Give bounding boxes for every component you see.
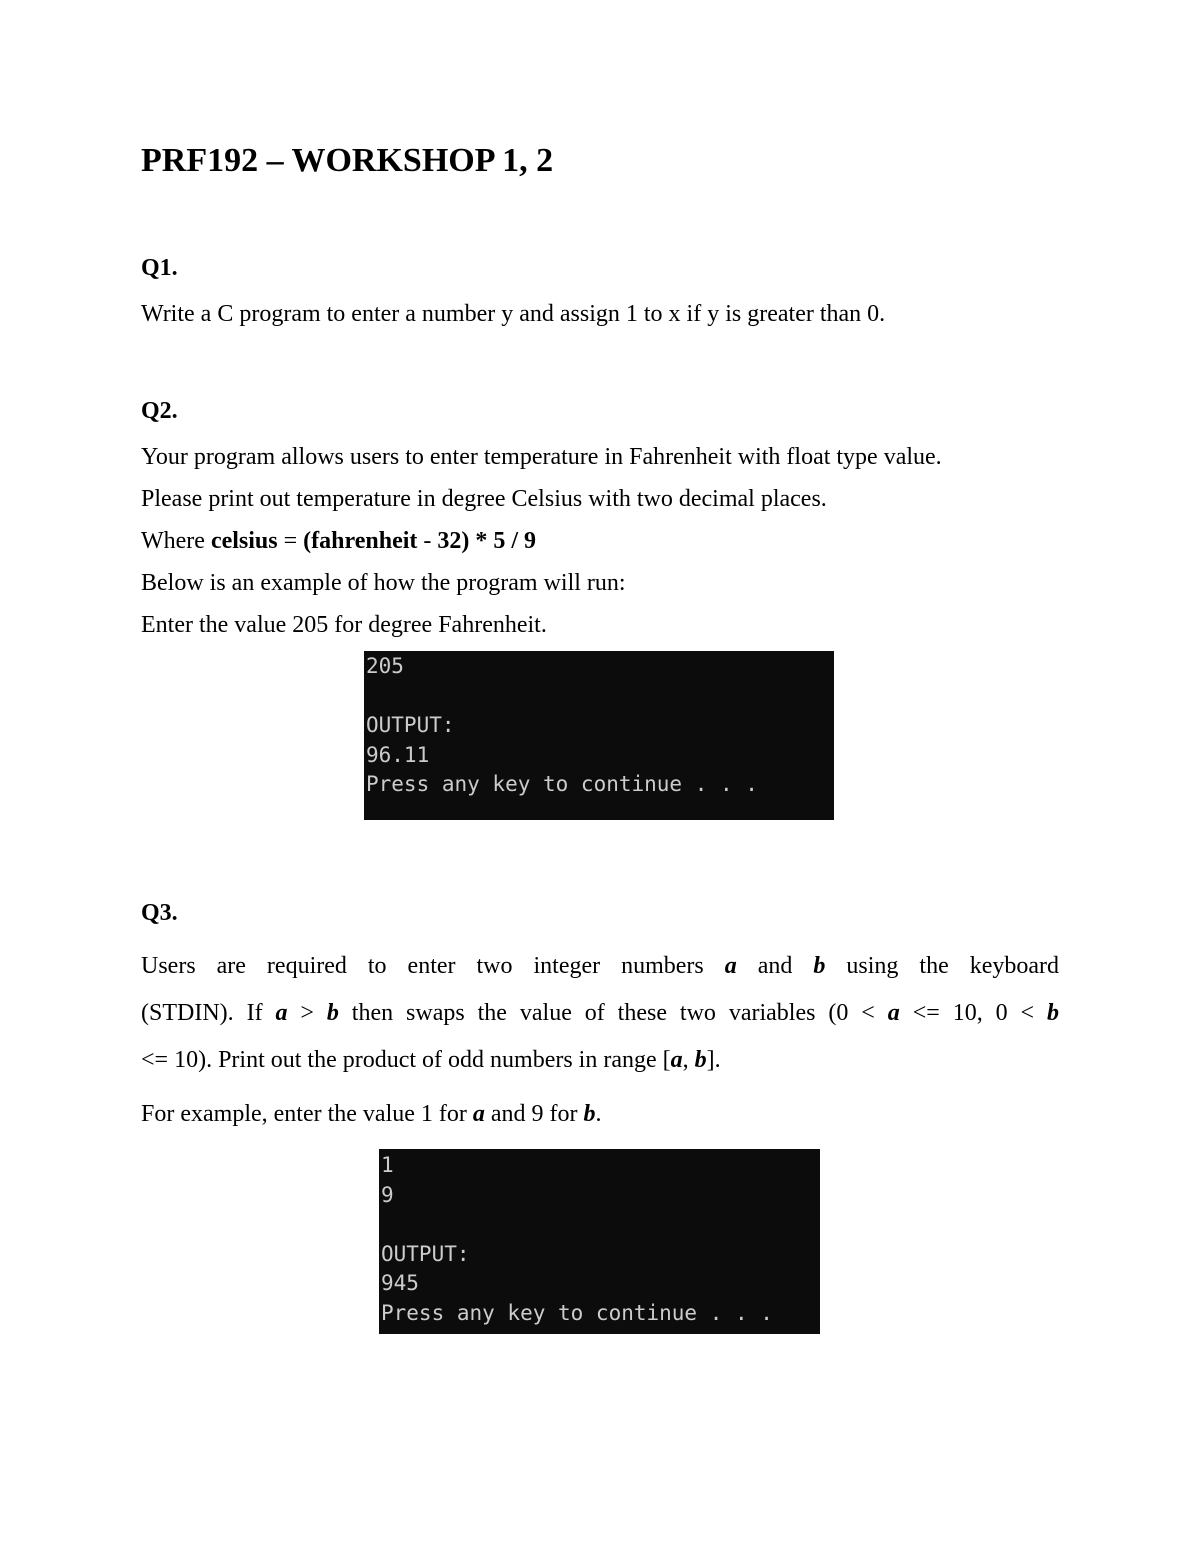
var-a: a: [670, 1047, 683, 1073]
console-input-1: 1: [381, 1153, 394, 1177]
formula-rest: 32) * 5 / 9: [437, 528, 537, 554]
q3-heading: Q3.: [141, 900, 178, 926]
q2-formula: [141, 526, 536, 556]
q3-text: using the keyboard: [825, 953, 1060, 979]
q3-line-3: [141, 1045, 721, 1075]
console-output-label: OUTPUT:: [366, 713, 455, 737]
formula-prefix: Where: [141, 528, 211, 554]
q2-line-2: Please print out temperature in degree Celsius with two decimal places.: [141, 486, 827, 512]
q3-text: (STDIN). If: [141, 1000, 276, 1026]
formula-eq: =: [277, 528, 304, 554]
q2-line-1: Your program allows users to enter temperature in Fahrenheit with float type value.: [141, 444, 942, 470]
formula-celsius: celsius: [210, 528, 278, 554]
var-b: b: [694, 1047, 707, 1073]
q3-text: <= 10). Print out the product of odd numbers in range [: [141, 1047, 671, 1073]
q3-text: <= 10, 0 <: [899, 1000, 1048, 1026]
q3-text: then swaps the value of these two variables (0 <: [338, 1000, 888, 1026]
q2-heading: Q2.: [141, 398, 178, 424]
q2-line-4: Below is an example of how the program will run:: [141, 570, 626, 596]
console-result: 945: [381, 1271, 419, 1295]
q3-text: and: [736, 953, 814, 979]
q3-text: >: [287, 1000, 327, 1026]
page-title: PRF192 – WORKSHOP 1, 2: [141, 142, 554, 179]
console-prompt: Press any key to continue . . .: [381, 1300, 773, 1325]
q3-console-output: [379, 1149, 820, 1334]
var-b: b: [813, 953, 826, 979]
console-blank: [366, 682, 834, 712]
console-input-2: 9: [381, 1182, 394, 1207]
q3-text: ].: [706, 1047, 721, 1073]
console-input: 205: [366, 654, 404, 678]
var-a: a: [472, 1101, 485, 1127]
q2-line-5: Enter the value 205 for degree Fahrenheit.: [141, 612, 547, 638]
q2-console-output: [364, 651, 834, 820]
q3-text: Users are required to enter two integer numbers: [141, 953, 725, 979]
console-output-label: OUTPUT:: [381, 1241, 470, 1266]
console-prompt: Press any key to continue . . .: [366, 772, 758, 796]
q3-line-2: [141, 998, 1059, 1028]
console-result: 96.11: [366, 742, 430, 767]
q3-line-1: [141, 951, 1059, 981]
q3-text: .: [595, 1101, 602, 1127]
var-a: a: [275, 1000, 288, 1026]
q3-text: and 9 for: [484, 1101, 584, 1127]
var-a: a: [724, 953, 737, 979]
var-b: b: [326, 1000, 339, 1026]
formula-minus: -: [417, 528, 438, 554]
q3-text: For example, enter the value 1 for: [141, 1101, 473, 1127]
var-a: a: [887, 1000, 900, 1026]
q1-text: Write a C program to enter a number y and assign 1 to x if y is greater than 0.: [141, 301, 886, 327]
console-blank: [381, 1210, 820, 1240]
q3-example: [141, 1099, 602, 1129]
var-b: b: [1047, 1000, 1060, 1026]
q3-text: ,: [682, 1047, 695, 1073]
q1-heading: Q1.: [141, 255, 178, 281]
var-b: b: [583, 1101, 596, 1127]
formula-expr: (fahrenheit: [303, 528, 418, 554]
